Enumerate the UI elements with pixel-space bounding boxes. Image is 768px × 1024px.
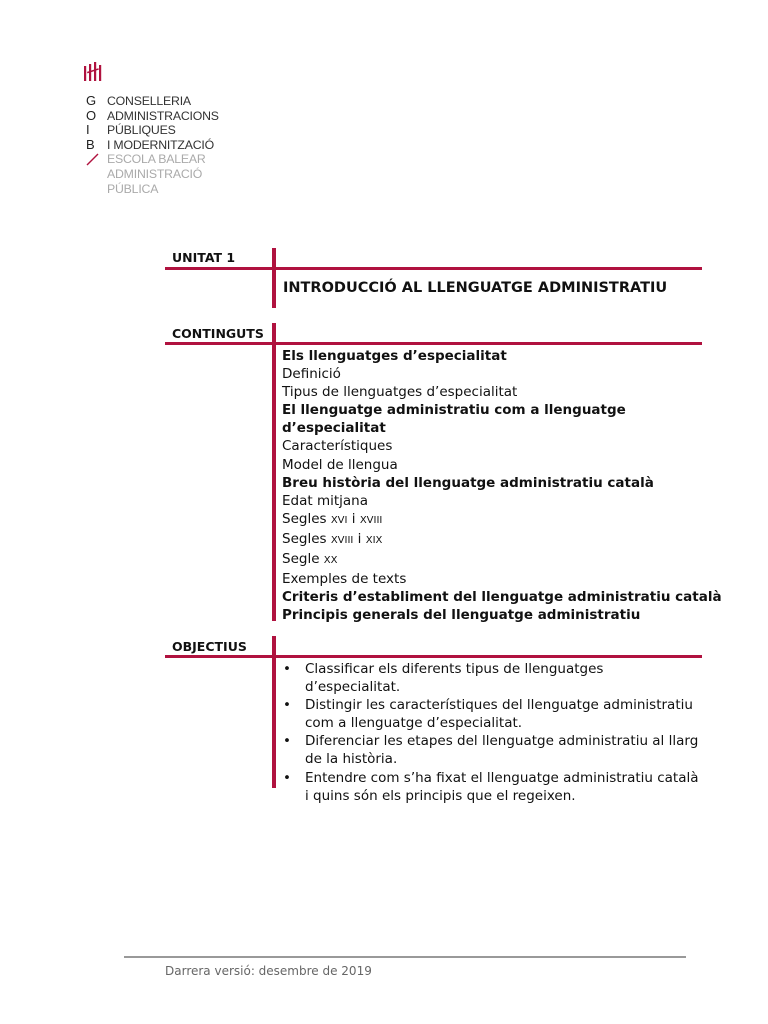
contents-item: Model de llengua	[282, 456, 398, 473]
bullet: •	[283, 697, 291, 714]
goib-logo-icon	[84, 62, 102, 82]
footer-version: Darrera versió: desembre de 2019	[165, 964, 372, 978]
contents-list	[282, 347, 722, 624]
contents-heading: d’especialitat	[282, 420, 386, 437]
goib-letters	[86, 94, 96, 152]
org-line: PÚBLICA	[107, 181, 159, 196]
contents-divider-horizontal	[165, 342, 702, 345]
org-line: ADMINISTRACIONS	[107, 108, 219, 123]
objectives-divider-horizontal	[165, 655, 702, 658]
unit-divider-horizontal	[165, 267, 702, 270]
goib-letter: G	[86, 93, 97, 108]
org-line: CONSELLERIA	[107, 94, 191, 108]
contents-label: CONTINGUTS	[172, 326, 264, 341]
objectives-divider-vertical	[272, 636, 276, 788]
objective-text: com a llenguatge d’especialitat.	[305, 715, 523, 732]
contents-item: Característiques	[282, 438, 393, 455]
objective-text: Diferenciar les etapes del llenguatge administratiu al llarg	[305, 733, 699, 750]
contents-item-text: Segles	[282, 530, 331, 547]
bullet: •	[283, 733, 291, 750]
century-numeral: XX	[323, 555, 338, 567]
objectives-label: OBJECTIUS	[172, 639, 247, 654]
contents-heading: Criteris d’establiment del llenguatge administratiu català	[282, 589, 722, 606]
contents-divider-vertical	[272, 323, 276, 621]
contents-item	[282, 530, 702, 550]
unit-label: UNITAT 1	[172, 250, 236, 265]
organization-name	[107, 94, 219, 196]
objective-text: Classificar els diferents tipus de llenguatges d’especialitat.	[305, 661, 604, 696]
objective-text: de la història.	[305, 751, 398, 768]
page-title: INTRODUCCIÓ AL LLENGUATGE ADMINISTRATIU	[283, 280, 668, 296]
objectives-list	[282, 660, 702, 805]
bullet: •	[283, 661, 291, 677]
contents-heading: Breu història del llenguatge administratiu català	[282, 474, 654, 491]
slash-icon	[86, 152, 100, 166]
goib-letter: O	[86, 107, 97, 123]
objective-text: i quins són els principis que el regeixen.	[305, 787, 576, 804]
footer-divider	[124, 956, 686, 958]
contents-item: Exemples de texts	[282, 571, 407, 588]
objective-item	[282, 660, 702, 696]
objective-item	[282, 769, 702, 805]
contents-heading: Els llenguatges d’especialitat	[282, 348, 507, 364]
objective-item	[282, 732, 702, 768]
century-numeral: XIX	[365, 534, 383, 546]
org-line: I MODERNITZACIÓ	[107, 137, 214, 152]
contents-item-text: Segles	[282, 510, 331, 527]
contents-item	[282, 550, 702, 570]
objective-text: Entendre com s’ha fixat el llenguatge administratiu català	[305, 769, 699, 786]
contents-item: Edat mitjana	[282, 492, 369, 509]
century-numeral: XVIII	[359, 514, 383, 526]
goib-letter: B	[86, 136, 95, 152]
contents-heading: El llenguatge administratiu com a llenguatge	[282, 402, 626, 419]
objective-text: Distingir les característiques del llenguatge administratiu	[305, 697, 693, 714]
contents-item-text: i	[347, 510, 360, 527]
century-numeral: XVIII	[330, 534, 354, 546]
goib-letter: I	[86, 122, 90, 138]
century-numeral: XVI	[330, 514, 348, 526]
contents-item	[282, 510, 702, 530]
bullet: •	[283, 769, 291, 786]
org-line: ESCOLA BALEAR	[107, 152, 206, 167]
contents-item: Tipus de llenguatges d’especialitat	[282, 384, 518, 401]
unit-divider-vertical	[272, 248, 276, 308]
contents-item: Definició	[282, 366, 341, 383]
contents-heading: Principis generals del llenguatge administratiu	[282, 607, 641, 624]
contents-item-text: i	[353, 530, 366, 547]
org-line: ADMINISTRACIÓ	[107, 166, 203, 181]
contents-item-text: Segle	[282, 551, 324, 568]
org-line: PÚBLIQUES	[107, 123, 176, 138]
objective-item	[282, 696, 702, 732]
